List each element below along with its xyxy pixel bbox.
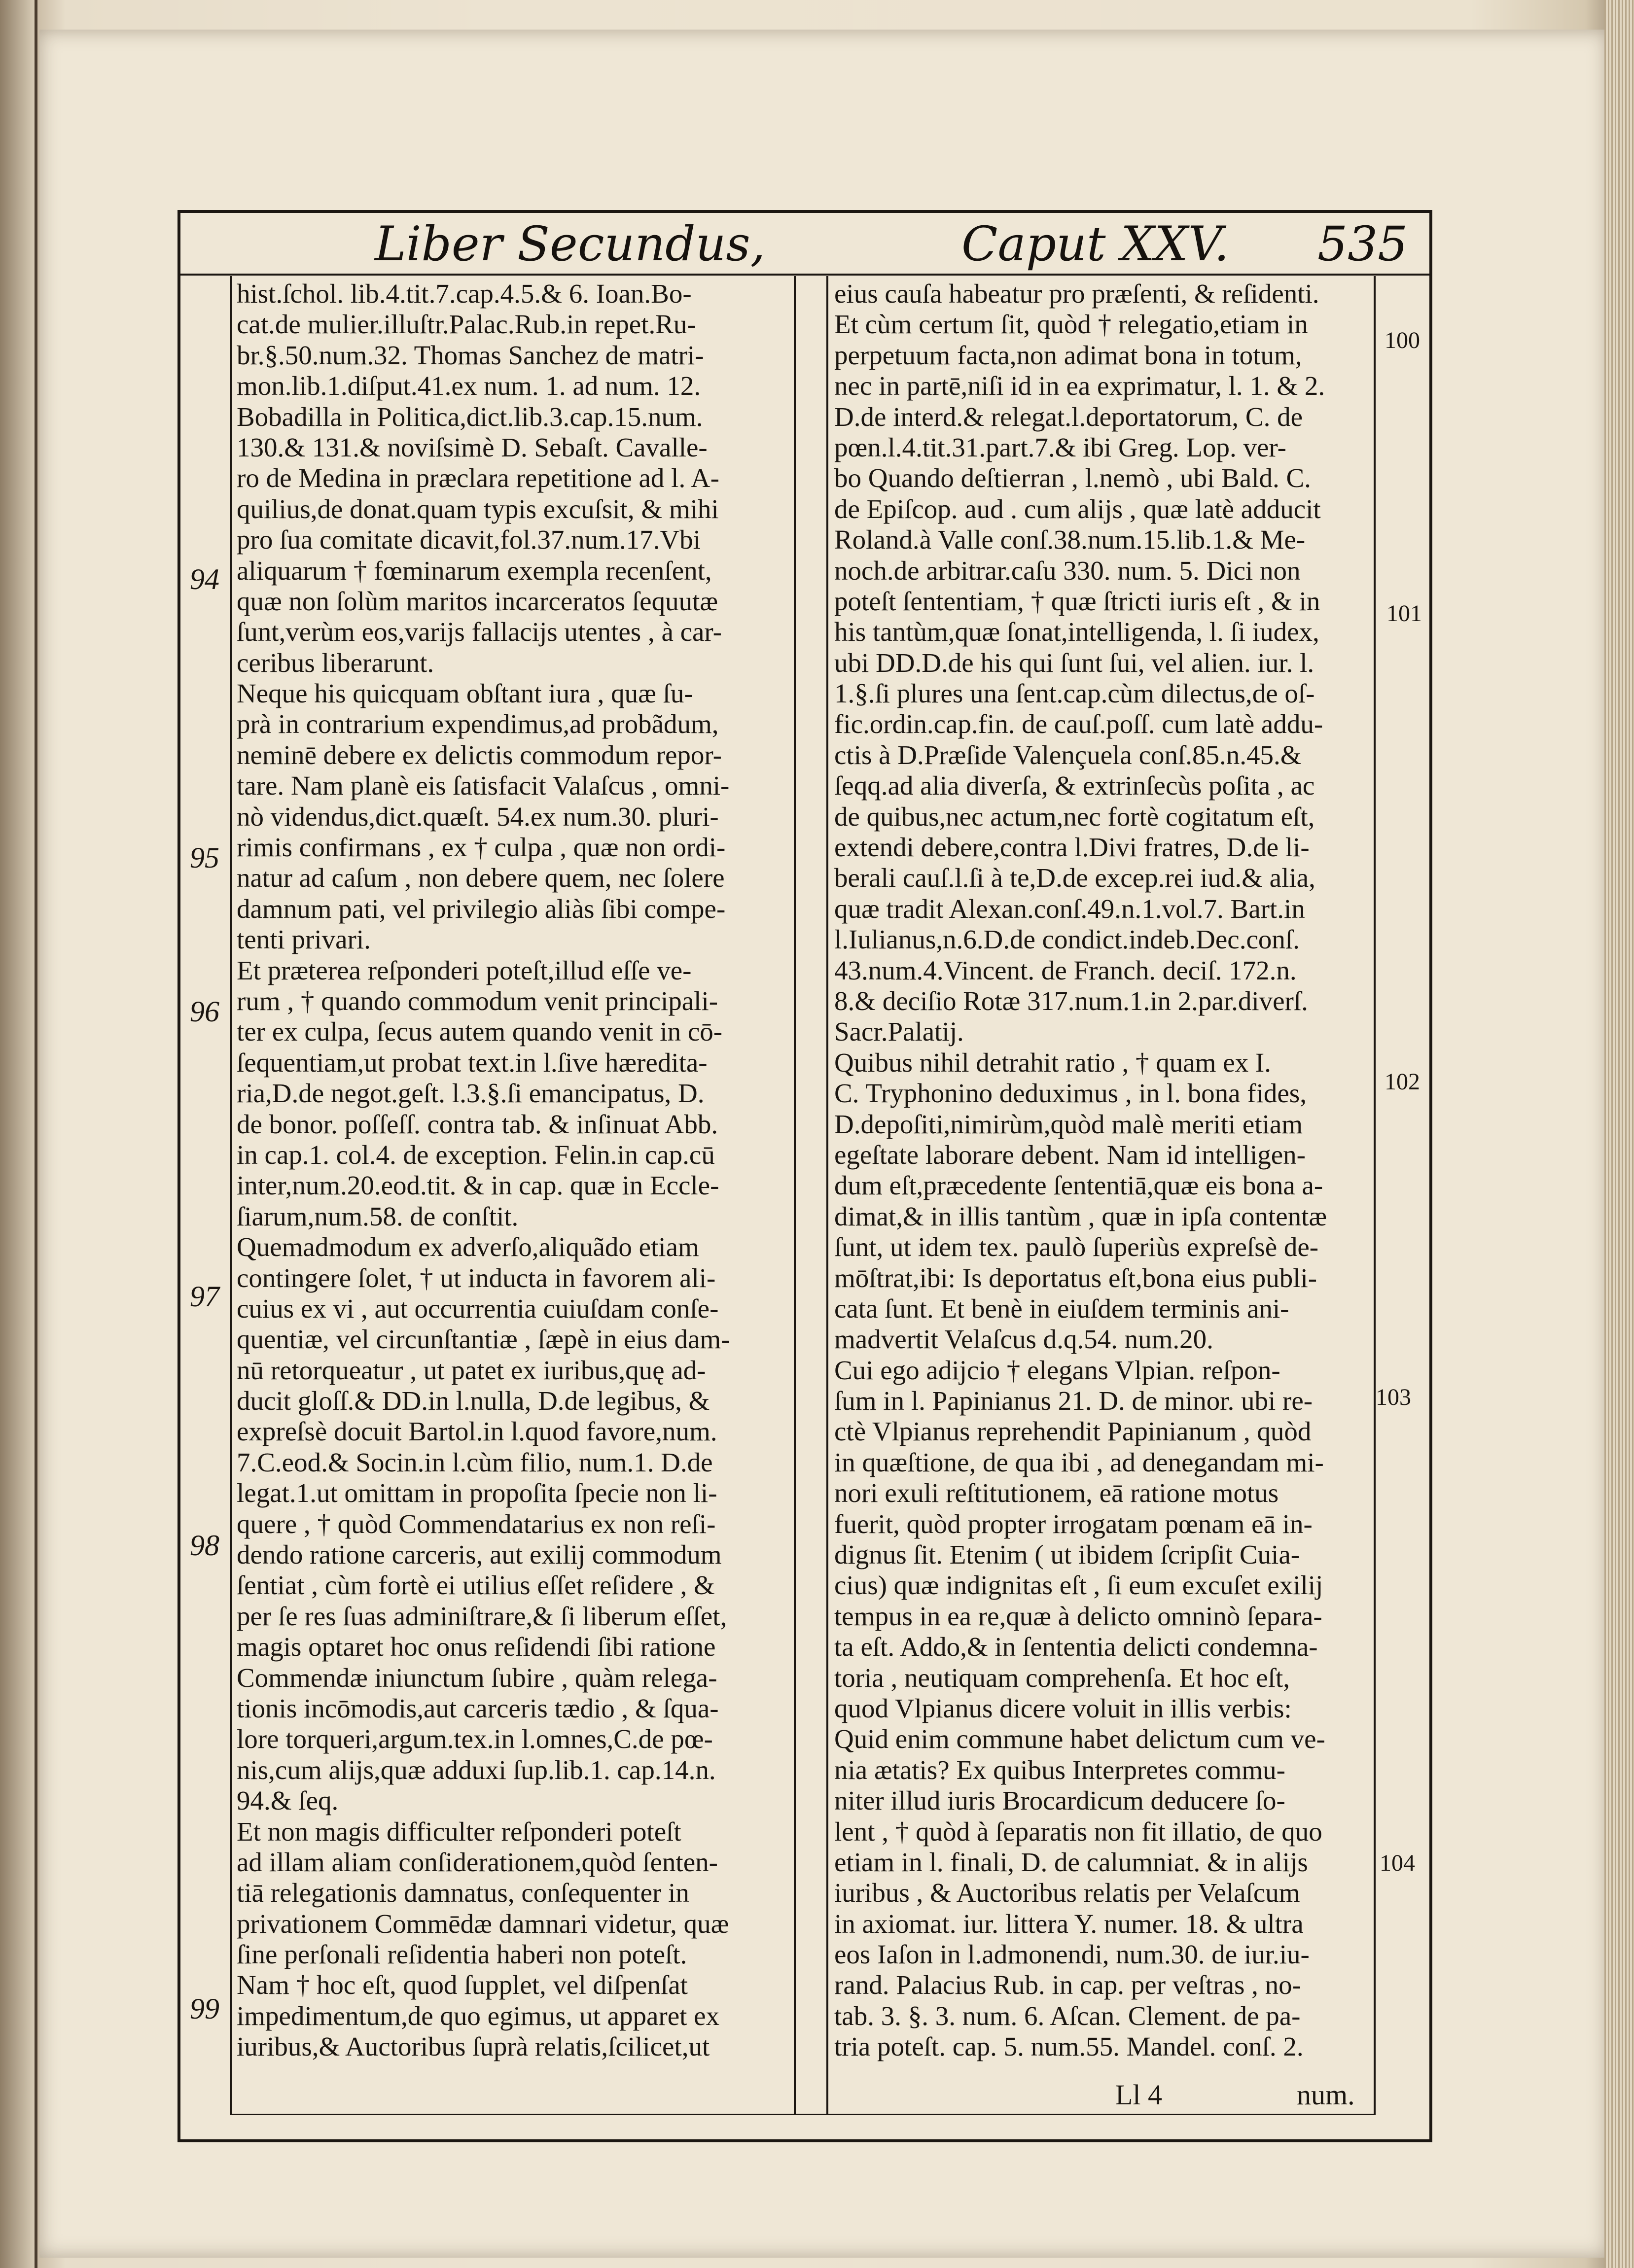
text-line: tempus in ea re,quæ à delicto omninò ſepara- — [834, 1601, 1322, 1631]
text-line: Quemadmodum ex adverſo,aliquãdo etiam — [237, 1232, 699, 1262]
text-line: Cui ego adijcio † elegans Vlpian. reſpon- — [834, 1355, 1280, 1385]
text-line: dendo ratione carceris, aut exilij commodum — [237, 1539, 722, 1570]
text-line: per ſe res ſuas adminiſtrare,& ſi liberum eſſet, — [237, 1601, 727, 1631]
previous-page-edge — [0, 0, 37, 2268]
text-line: nis,cum alijs,quæ adduxi ſup.lib.1. cap.14.n. — [237, 1754, 716, 1785]
text-line: ſine perſonali reſidentia haberi non poteſt. — [237, 1939, 687, 1970]
text-line: D.de interd.& relegat.l.deportatorum, C. de — [834, 401, 1303, 432]
text-line: neminē debere ex delictis commodum repor- — [237, 739, 722, 770]
text-line: ro de Medina in præclara repetitione ad l. A- — [237, 463, 719, 493]
text-line: niter illud iuris Brocardicum deducere ſo- — [834, 1785, 1285, 1816]
text-line: perpetuum facta,non adimat bona in totum, — [834, 340, 1302, 370]
text-line: ſentiat , cùm fortè ei utilius eſſet reſidere , & — [237, 1570, 715, 1601]
text-line: damnum pati, vel privilegio aliàs ſibi compe- — [237, 893, 726, 924]
text-line: fic.ordin.cap.fin. de cauſ.poſſ. cum latè addu- — [834, 709, 1323, 739]
text-line: in cap.1. col.4. de exception. Felin.in cap.cū — [237, 1139, 715, 1170]
text-line: ſunt, ut idem tex. paulò ſuperiùs expreſsè de- — [834, 1232, 1319, 1262]
text-line: Et cùm certum ſit, quòd † relegatio,etiam in — [834, 309, 1308, 340]
catchword: num. — [1297, 2079, 1355, 2111]
text-line: legat.1.ut omittam in propoſita ſpecie non li- — [237, 1478, 717, 1508]
text-line: in axiomat. iur. littera Y. numer. 18. & ultra — [834, 1908, 1304, 1939]
text-line: bo Quando deſtierran , l.nemò , ubi Bald. C. — [834, 463, 1311, 493]
text-line: nia ætatis? Ex quibus Interpretes commu- — [834, 1754, 1285, 1785]
marginal-number: 95 — [190, 841, 219, 874]
text-line: 130.& 131.& noviſsimè D. Sebaſt. Cavalle- — [237, 432, 708, 462]
text-line: rimis confirmans , ex † culpa , quæ non ordi- — [237, 832, 726, 863]
text-line: eius cauſa habeatur pro præſenti, & reſidenti. — [834, 279, 1319, 309]
text-line: inter,num.20.eod.tit. & in cap. quæ in Eccle- — [237, 1170, 719, 1201]
page-number: 535 — [1317, 216, 1408, 272]
text-line: magis optaret hoc onus reſidendi ſibi ratione — [237, 1632, 716, 1662]
text-line: noch.de arbitrar.caſu 330. num. 5. Dici non — [834, 555, 1301, 586]
marginal-number: 103 — [1376, 1384, 1411, 1410]
text-line: 7.C.eod.& Socin.in l.cùm filio, num.1. D.de — [237, 1447, 713, 1477]
text-line: quilius,de donat.quam typis excuſsit, & mihi — [237, 493, 719, 524]
text-line: ſunt,verùm eos,varijs fallacijs utentes , à car- — [237, 617, 722, 647]
text-line: de quibus,nec actum,nec fortè cogitatum eſt, — [834, 801, 1315, 832]
marginal-number: 101 — [1386, 600, 1422, 627]
text-line: dignus ſit. Etenim ( ut ibidem ſcripſit Cuia- — [834, 1539, 1300, 1570]
text-line: pro ſua comitate dicavit,fol.37.num.17.Vbi — [237, 524, 701, 555]
text-line: poteſt ſententiam, † quæ ſtricti iuris eſt , & in — [834, 586, 1320, 616]
text-line: dum eſt,præcedente ſententiā,quæ eis bona a- — [834, 1170, 1323, 1201]
right-margin-rule — [1374, 276, 1376, 2114]
text-line: tionis incōmodis,aut carceris tædio , & ſqua- — [237, 1693, 719, 1723]
text-line: his tantùm,quæ ſonat,intelligenda, l. ſi iudex, — [834, 617, 1319, 647]
marginal-number: 102 — [1385, 1069, 1420, 1095]
footer-rule — [230, 2114, 1376, 2115]
text-line: hist.ſchol. lib.4.tit.7.cap.4.5.& 6. Ioan.Bo- — [237, 279, 692, 309]
text-line: quæ non ſolùm maritos incarceratos ſequutæ — [237, 586, 718, 616]
header-rule — [180, 274, 1429, 276]
text-line: prà in contrarium expendimus,ad probãdum, — [237, 709, 719, 739]
text-line: de Epiſcop. aud . cum alijs , quæ latè adducit — [834, 493, 1321, 524]
text-line: br.§.50.num.32. Thomas Sanchez de matri- — [237, 340, 704, 370]
marginal-number: 96 — [190, 995, 219, 1028]
text-line: dimat,& in illis tantùm , quæ in ipſa contentæ — [834, 1201, 1327, 1231]
text-line: quæ tradit Alexan.conſ.49.n.1.vol.7. Bart.in — [834, 893, 1305, 924]
text-line: expreſsè docuit Bartol.in l.quod favore,num. — [237, 1416, 717, 1447]
frame-top-rule — [178, 210, 1432, 213]
text-line: Sacr.Palatij. — [834, 1016, 964, 1047]
text-line: ſequentiam,ut probat text.in l.ſive hæredita- — [237, 1047, 708, 1078]
text-line: nū retorqueatur , ut patet ex iuribus,quę ad- — [237, 1355, 706, 1385]
text-line: quod Vlpianus dicere voluit in illis verbis: — [834, 1693, 1292, 1723]
column-divider-rule — [826, 276, 828, 2114]
running-head-book: Liber Secundus, — [375, 216, 766, 272]
page-stack-edge — [1604, 0, 1634, 2268]
marginal-number: 104 — [1380, 1850, 1415, 1876]
text-line: Roland.à Valle conſ.38.num.15.lib.1.& Me- — [834, 524, 1306, 555]
text-line: 43.num.4.Vincent. de Franch. deciſ. 172.n. — [834, 955, 1297, 985]
text-line: quere , † quòd Commendatarius ex non reſi- — [237, 1508, 716, 1539]
text-line: ſum in l. Papinianus 21. D. de minor. ubi re- — [834, 1386, 1313, 1416]
text-line: l.Iulianus,n.6.D.de condict.indeb.Dec.conſ. — [834, 924, 1300, 955]
text-line: egeſtate laborare debent. Nam id intelligen- — [834, 1139, 1306, 1170]
text-line: madvertit Velaſcus d.q.54. num.20. — [834, 1324, 1213, 1355]
text-line: rand. Palacius Rub. in cap. per veſtras , no- — [834, 1970, 1301, 2000]
text-line: berali cauſ.l.ſi à te,D.de excep.rei iud.& alia, — [834, 863, 1315, 893]
text-line: privationem Commēdæ damnari videtur, quæ — [237, 1908, 729, 1939]
text-line: fuerit, quòd propter irrogatam pœnam eā in- — [834, 1508, 1313, 1539]
text-line: contingere ſolet, † ut inducta in favorem ali- — [237, 1262, 716, 1293]
text-line: natur ad caſum , non debere quem, nec ſolere — [237, 863, 725, 893]
right-text-column — [834, 279, 1372, 2062]
text-line: nò videndus,dict.quæſt. 54.ex num.30. pluri- — [237, 801, 719, 832]
text-line: tare. Nam planè eis ſatisfacit Valaſcus , omni- — [237, 770, 730, 801]
text-line: iuribus , & Auctoribus relatis per Velaſcum — [834, 1878, 1300, 1908]
text-line: ter ex culpa, ſecus autem quando venit in cō- — [237, 1016, 723, 1047]
text-line: iuribus,& Auctoribus ſuprà relatis,ſcilicet,ut — [237, 2031, 710, 2062]
text-line: cuius ex vi , aut occurrentia cuiuſdam conſe- — [237, 1293, 719, 1324]
text-line: quentiæ, vel circunſtantiæ , ſæpè in eius dam- — [237, 1324, 730, 1355]
signature-mark: Ll 4 — [1115, 2079, 1163, 2111]
text-line: ria,D.de negot.geſt. l.3.§.ſi emancipatus, D. — [237, 1078, 705, 1109]
running-head-chapter: Caput XXV. — [961, 216, 1229, 272]
marginal-number: 99 — [190, 1992, 219, 2025]
text-line: toria , neutiquam comprehenſa. Et hoc eſt, — [834, 1662, 1290, 1693]
text-line: tria poteſt. cap. 5. num.55. Mandel. conſ. 2. — [834, 2031, 1304, 2062]
text-line: ta eſt. Addo,& in ſententia delicti condemna- — [834, 1632, 1318, 1662]
text-line: ctè Vlpianus reprehendit Papinianum , quòd — [834, 1416, 1312, 1447]
frame-left-rule — [178, 210, 180, 2142]
text-line: etiam in l. finali, D. de calumniat. & in alijs — [834, 1847, 1308, 1877]
marginal-number: 94 — [190, 563, 219, 595]
text-line: Et non magis difficulter reſponderi poteſt — [237, 1816, 681, 1847]
text-line: in quæſtione, de qua ibi , ad denegandam mi- — [834, 1447, 1324, 1477]
text-line: ctis à D.Præſide Valençuela conſ.85.n.45.& — [834, 739, 1302, 770]
frame-right-rule — [1429, 210, 1432, 2142]
text-line: lent , † quòd à ſeparatis non fit illatio, de quo — [834, 1816, 1322, 1847]
text-line: Quibus nihil detrahit ratio , † quam ex I. — [834, 1047, 1271, 1078]
text-line: mon.lib.1.diſput.41.ex num. 1. ad num. 12. — [237, 371, 701, 401]
text-line: cat.de mulier.illuſtr.Palac.Rub.in repet.Ru- — [237, 309, 696, 340]
text-line: nec in partē,niſi id in ea exprimatur, l. 1. & 2. — [834, 371, 1325, 401]
text-line: Commendæ iniunctum ſubire , quàm relega- — [237, 1662, 717, 1693]
text-line: tab. 3. §. 3. num. 6. Aſcan. Clement. de pa- — [834, 2000, 1301, 2031]
text-line: C. Tryphonino deduximus , in l. bona fides, — [834, 1078, 1307, 1109]
marginal-number: 100 — [1385, 327, 1420, 353]
text-line: tiā relegationis damnatus, conſequenter in — [237, 1878, 689, 1908]
left-text-column — [237, 279, 789, 2062]
frame-bottom-rule — [178, 2139, 1432, 2142]
text-line: mōſtrat,ibi: Is deportatus eſt,bona eius publi- — [834, 1262, 1317, 1293]
text-line: impedimentum,de quo egimus, ut apparet ex — [237, 2000, 720, 2031]
text-line: 94.& ſeq. — [237, 1785, 339, 1816]
text-line: 8.& deciſio Rotæ 317.num.1.in 2.par.diverſ. — [834, 985, 1308, 1016]
text-line: Nam † hoc eſt, quod ſupplet, vel diſpenſat — [237, 1970, 688, 2000]
text-line: ſiarum,num.58. de conſtit. — [237, 1201, 519, 1231]
text-line: 1.§.ſi plures una ſent.cap.cùm dilectus,de oſ- — [834, 678, 1315, 709]
text-line: ubi DD.D.de his qui ſunt ſui, vel alien. iur. l. — [834, 647, 1314, 678]
text-line: Quid enim commune habet delictum cum ve- — [834, 1724, 1325, 1754]
text-line: eos Iaſon in l.admonendi, num.30. de iur.iu- — [834, 1939, 1310, 1970]
text-line: D.depoſiti,nimirùm,quòd malè meriti etiam — [834, 1109, 1303, 1139]
text-line: de bonor. poſſeſſ. contra tab. & inſinuat Abb. — [237, 1109, 718, 1139]
text-line: cata ſunt. Et benè in eiuſdem terminis ani- — [834, 1293, 1289, 1324]
text-line: Et præterea reſponderi poteſt,illud eſſe ve- — [237, 955, 692, 985]
column-divider-rule — [794, 276, 796, 2114]
marginal-number: 98 — [190, 1529, 219, 1562]
text-line: Bobadilla in Politica,dict.lib.3.cap.15.num. — [237, 401, 703, 432]
text-line: rum , † quando commodum venit principali- — [237, 985, 718, 1016]
text-line: ducit gloſſ.& DD.in l.nulla, D.de legibus, & — [237, 1386, 710, 1416]
left-margin-rule — [230, 276, 232, 2114]
text-line: ceribus liberarunt. — [237, 647, 434, 678]
text-line: extendi debere,contra l.Divi fratres, D.de li- — [834, 832, 1310, 863]
text-line: aliquarum † fœminarum exempla recenſent, — [237, 555, 712, 586]
text-line: ad illam aliam conſiderationem,quòd ſenten- — [237, 1847, 718, 1877]
text-line: tenti privari. — [237, 924, 371, 955]
text-line: ſeqq.ad alia diverſa, & extrinſecùs poſita , ac — [834, 770, 1315, 801]
text-line: lore torqueri,argum.tex.in l.omnes,C.de pœ- — [237, 1724, 713, 1754]
text-line: nori exuli reſtitutionem, eā ratione motus — [834, 1478, 1279, 1508]
marginal-number: 97 — [190, 1280, 219, 1313]
text-line: Neque his quicquam obſtant iura , quæ ſu- — [237, 678, 693, 709]
text-line: cius) quæ indignitas eſt , ſi eum excuſet exilij — [834, 1570, 1323, 1601]
text-line: pœn.l.4.tit.31.part.7.& ibi Greg. Lop. ver- — [834, 432, 1286, 462]
